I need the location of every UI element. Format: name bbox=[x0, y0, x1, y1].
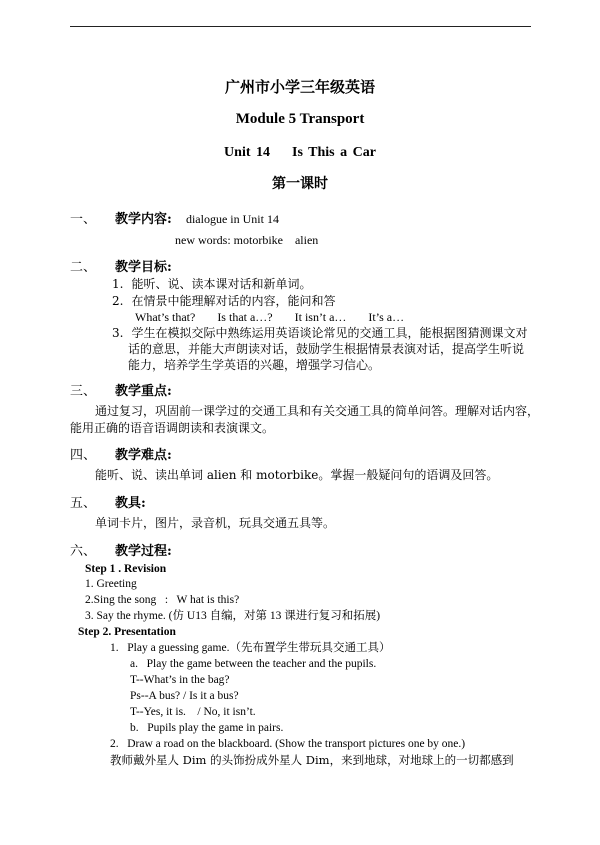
section-title: 教具: bbox=[115, 496, 146, 511]
objective-3: 3. 学生在模拟交际中熟练运用英语谈论常见的交通工具，能根据图猜测课文对 bbox=[112, 326, 528, 340]
section-number: 四、 bbox=[70, 448, 97, 463]
section-title: 教学重点: bbox=[115, 384, 172, 399]
section-6-heading bbox=[70, 540, 172, 559]
objective-3-line-2: 话的意思，并能大声朗读对话，鼓励学生根据情景表演对话，提高学生听说 bbox=[128, 342, 525, 356]
objective-1: 1. 能听、说、读本课对话和新单词。 bbox=[112, 277, 312, 291]
dialog-line-2: Ps--A bus? / Is it a bus? bbox=[130, 690, 239, 702]
section-title: 教学内容: bbox=[115, 212, 172, 227]
section-number: 三、 bbox=[70, 384, 97, 399]
teaching-aids-text: 单词卡片，图片，录音机，玩具交通五具等。 bbox=[95, 516, 336, 530]
section-title: 教学目标: bbox=[115, 260, 172, 275]
step-1-item-3: 3. Say the rhyme. (仿 U13 自编，对第 13 课进行复习和拓展) bbox=[85, 610, 381, 622]
section-1-content: dialogue in Unit 14 bbox=[185, 212, 279, 226]
presentation-item-1b: b. Pupils play the game in pairs. bbox=[130, 722, 284, 734]
section-1-heading bbox=[70, 208, 279, 227]
new-words: new words: motorbike alien bbox=[175, 233, 319, 247]
section-5-heading bbox=[70, 492, 146, 511]
objective-2: 2. 在情景中能理解对话的内容，能问和答 bbox=[112, 294, 336, 308]
key-points-line-2: 能用正确的语音语调朗读和表演课文。 bbox=[70, 421, 275, 435]
section-title: 教学过程: bbox=[115, 544, 172, 559]
step-1-item-1: 1. Greeting bbox=[85, 578, 137, 590]
lesson-label: 第一课时 bbox=[272, 176, 328, 192]
presentation-item-1a: a. Play the game between the teacher and the pupils. bbox=[130, 658, 377, 670]
section-4-heading bbox=[70, 444, 172, 463]
section-number: 六、 bbox=[70, 544, 97, 559]
unit-title bbox=[0, 145, 600, 160]
presentation-item-1: 1. Play a guessing game.（先布置学生带玩具交通工具） bbox=[110, 642, 391, 654]
dialog-line-3: T--Yes, it is. / No, it isn’t. bbox=[130, 706, 256, 718]
objective-3-line-3: 能力，培养学生学英语的兴趣，增强学习信心。 bbox=[128, 358, 381, 372]
module-title: Module 5 Transport bbox=[235, 111, 365, 127]
unit-number: Unit 14 bbox=[224, 145, 270, 160]
section-3-heading bbox=[70, 380, 172, 399]
presentation-item-2-cn: 教师戴外星人 Dim 的头饰扮成外星人 Dim，来到地球，对地球上的一切都感到 bbox=[110, 753, 514, 767]
step-1-heading: Step 1 . Revision bbox=[85, 563, 167, 575]
dialog-line-1: T--What’s in the bag? bbox=[130, 674, 230, 686]
key-points-line-1: 通过复习，巩固前一课学过的交通工具和有关交通工具的简单问答。理解对话内容， bbox=[95, 404, 540, 418]
step-1-item-2: 2.Sing the song : W hat is this? bbox=[85, 594, 240, 606]
presentation-item-2: 2. Draw a road on the blackboard. (Show the transport pictures one by one.) bbox=[110, 738, 466, 750]
section-number: 五、 bbox=[70, 496, 97, 511]
difficulties-text: 能听、说、读出单词 alien 和 motorbike。掌握一般疑问句的语调及回答。 bbox=[95, 468, 499, 482]
section-number: 二、 bbox=[70, 260, 97, 275]
header-rule bbox=[70, 26, 531, 27]
section-2-heading bbox=[70, 256, 172, 275]
doc-title: 广州市小学三年级英语 bbox=[224, 78, 375, 96]
target-phrases: What’s that? Is that a…? It isn’t a… It’s a… bbox=[135, 310, 405, 324]
step-2-heading: Step 2. Presentation bbox=[78, 626, 176, 638]
section-title: 教学难点: bbox=[115, 448, 172, 463]
unit-name: Is This a Car bbox=[292, 145, 376, 160]
section-number: 一、 bbox=[70, 212, 97, 227]
